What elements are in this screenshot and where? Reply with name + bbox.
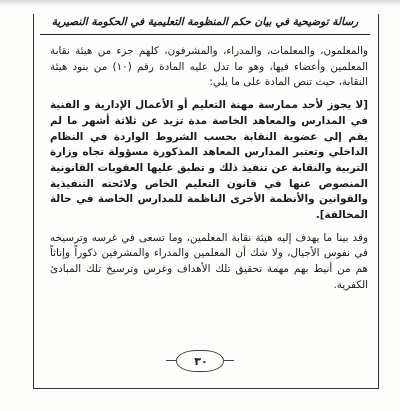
body-text: [50, 44, 368, 294]
paragraph-intro: والمعلمون، والمعلمات، والمدراء، والمشرفون، كلهم جزء من هيئة نقابة المعلمين وأعضاء فيها، وهو ما تدل عليه المادة رقم (١٠) من بنود هيئة النقابة، حيث تنص المادة على ما يلي:: [50, 45, 369, 89]
page-number: ٣٠: [194, 355, 208, 368]
header-rule: [40, 34, 370, 35]
paragraph-conclusion: وقد بينا ما يهدف إليه هيئة نقابة المعلمين، وما تسعى في غرسه وترسيخه في نفوس الأجيال، ولا شك أن المعلمين والمدراء والمشرفين ذكوراً وإناثاً هم من أنيط بهم مهمة تحقيق تلك الأهداف وغرس وترسيخ تلك المبادئ الكفرية.: [50, 231, 368, 291]
quoted-article: [لا يجوز لأحد ممارسة مهنة التعليم أو الأعمال الإدارية و الفنية في المدارس والمعاهد الخاصة مدة تزيد عن ثلاثة أشهر ما لم يقم إلى عضوية النقابة بحسب الشروط الواردة في النظام الداخلي وتعتبر المدارس المعاهد المذكورة مسؤولة تجاه وزارة التربية والنقابة عن تنفيذ ذلك و تطبق عليها العقوبات القانونية المنصوص عنها في قانون التعليم الخاص ولائحته التنفيذية والقوانين والأنظمة الأخرى الناظمة للمدارس الخاصة في حالة المخالفة].: [50, 99, 368, 222]
running-header: رسالة توضيحية في بيان حكم المنظومة التعليمية في الحكومة النصيرية: [51, 16, 359, 28]
scan-shadow: [0, 0, 400, 6]
